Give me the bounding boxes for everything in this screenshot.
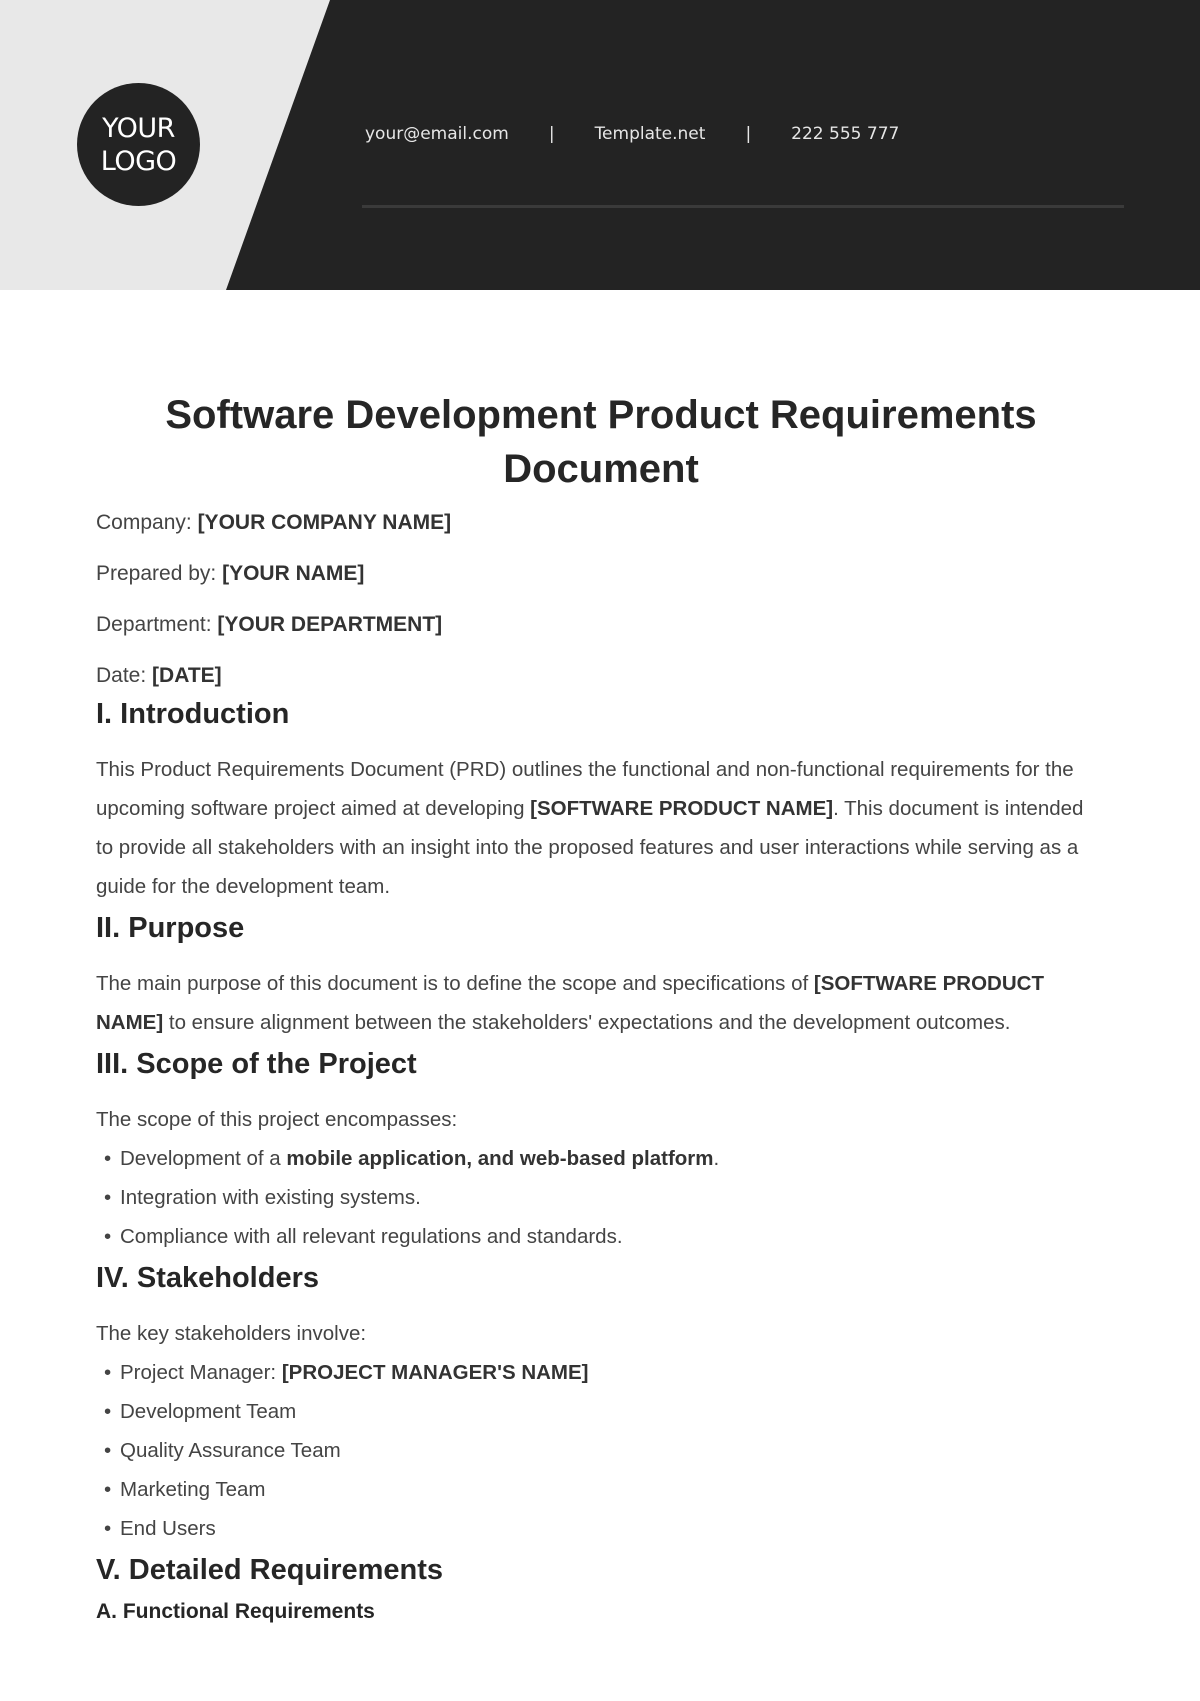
section-heading: V. Detailed Requirements [96, 1554, 444, 1586]
contact-separator: | [745, 124, 752, 144]
contact-phone: 222 555 777 [791, 124, 900, 144]
list-item-text: Compliance with all relevant regulations and standards. [120, 1225, 623, 1248]
contact-website: Template.net [594, 124, 706, 144]
meta-label: Date: [96, 664, 147, 687]
document-header [0, 0, 1200, 290]
section-heading: IV. Stakeholders [96, 1262, 319, 1294]
bullet-icon: • [104, 1186, 112, 1209]
meta-company [96, 508, 1106, 537]
list-item-text: . [713, 1147, 720, 1170]
list-item-text: Project Manager: [120, 1361, 282, 1384]
section-heading: II. Purpose [96, 912, 245, 944]
section-introduction [96, 696, 1106, 906]
bullet-icon: • [104, 1478, 112, 1501]
placeholder-product-name: [SOFTWARE PRODUCT NAME] [530, 797, 834, 820]
paragraph-text: . This document is intended to provide all stakeholders with an insight into the proposed features and user interactions while serving as a guide for the development team. [96, 797, 1084, 898]
stakeholder-list [96, 1353, 1106, 1548]
document-meta [96, 508, 1106, 690]
section-paragraph [96, 964, 1106, 1042]
contact-separator: | [548, 124, 555, 144]
paragraph-text: to ensure alignment between the stakeholders' expectations and the development outcomes. [163, 1011, 1011, 1034]
document-title: Software Development Product Requirements Document [165, 393, 1037, 491]
section-lead: The scope of this project encompasses: [96, 1108, 458, 1131]
bullet-icon: • [104, 1147, 112, 1170]
list-item [96, 1509, 1106, 1548]
bullet-icon: • [104, 1361, 112, 1384]
bullet-icon: • [104, 1400, 112, 1423]
meta-prepared-by [96, 559, 1106, 588]
meta-label: Prepared by: [96, 562, 217, 585]
list-item-text: End Users [120, 1517, 216, 1540]
bullet-icon: • [104, 1439, 112, 1462]
paragraph-text: This Product Requirements Document (PRD) outlines the functional and non-functional requirements for the upcoming software project aimed at developing [96, 758, 1074, 820]
section-stakeholders [96, 1260, 1106, 1548]
list-item [96, 1139, 1106, 1178]
section-scope [96, 1046, 1106, 1256]
section-paragraph [96, 750, 1106, 906]
logo-text: YOUR LOGO [100, 112, 177, 177]
list-item-emphasis: mobile application, and web-based platform [286, 1147, 714, 1170]
list-item-text: Integration with existing systems. [120, 1186, 421, 1209]
section-purpose [96, 910, 1106, 1042]
list-item [96, 1392, 1106, 1431]
bullet-icon: • [104, 1225, 112, 1248]
scope-list [96, 1139, 1106, 1256]
bullet-icon: • [104, 1517, 112, 1540]
subsection-heading: A. Functional Requirements [96, 1600, 375, 1623]
list-item-text: Development Team [120, 1400, 297, 1423]
section-detailed-requirements [96, 1552, 1106, 1626]
meta-department [96, 610, 1106, 639]
document-body [96, 388, 1106, 1626]
company-logo [77, 83, 200, 206]
list-item-text: Marketing Team [120, 1478, 266, 1501]
meta-label: Department: [96, 613, 212, 636]
placeholder-project-manager: [PROJECT MANAGER'S NAME] [281, 1361, 589, 1384]
list-item [96, 1431, 1106, 1470]
header-divider [362, 205, 1124, 208]
meta-date [96, 661, 1106, 690]
placeholder-product-name: [SOFTWARE PRODUCT NAME] [96, 972, 1044, 1034]
list-item [96, 1353, 1106, 1392]
list-item [96, 1470, 1106, 1509]
meta-value: [YOUR DEPARTMENT] [217, 613, 443, 636]
paragraph-text: The main purpose of this document is to define the scope and specifications of [96, 972, 814, 995]
list-item [96, 1178, 1106, 1217]
section-heading: I. Introduction [96, 698, 290, 730]
list-item [96, 1217, 1106, 1256]
list-item-text: Development of a [120, 1147, 287, 1170]
meta-value: [DATE] [152, 664, 222, 687]
section-lead: The key stakeholders involve: [96, 1322, 367, 1345]
list-item-text: Quality Assurance Team [120, 1439, 341, 1462]
section-heading: III. Scope of the Project [96, 1048, 417, 1080]
meta-label: Company: [96, 511, 192, 534]
contact-info [365, 122, 899, 146]
contact-email: your@email.com [365, 124, 509, 144]
meta-value: [YOUR COMPANY NAME] [197, 511, 452, 534]
meta-value: [YOUR NAME] [222, 562, 365, 585]
